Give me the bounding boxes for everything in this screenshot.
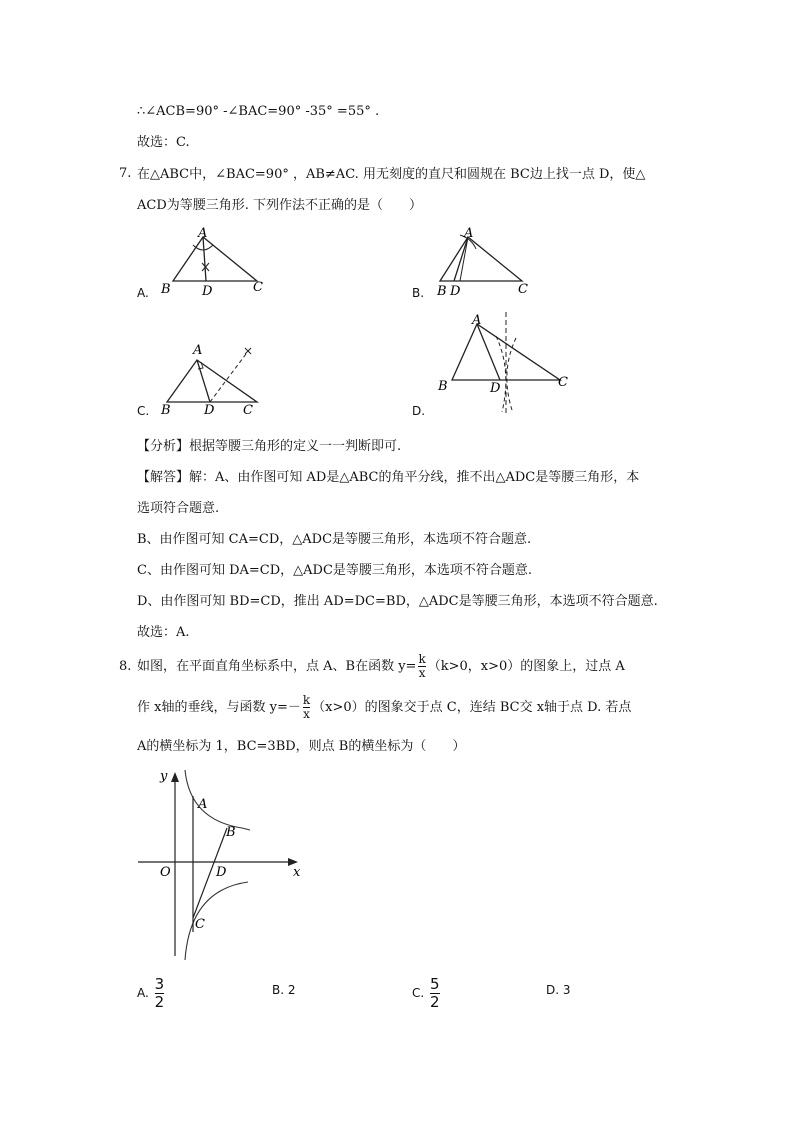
q8-graph: [130, 760, 310, 965]
q7b-label-a: A: [464, 226, 474, 241]
q7a-label-c: C: [253, 280, 263, 295]
q8-label-x: x: [293, 865, 301, 880]
q7-choice: 故选：A.: [137, 625, 190, 640]
q7-figure-d: [430, 310, 580, 415]
q8-stem-line3: A的横坐标为 1，BC=3BD，则点 B的横坐标为（ ）: [137, 739, 466, 754]
q7d-label-d: D: [490, 381, 501, 396]
q7-figure-a: [155, 225, 275, 300]
q8-stem-line2-pre: 作 x轴的垂线，与函数 y=－: [137, 700, 301, 715]
q7-solution-line5: D、由作图可知 BD=CD，推出 AD=DC=BD，△ADC是等腰三角形，本选项不符合题意.: [137, 594, 658, 609]
q8-label-b: B: [226, 825, 236, 840]
q7c-label-c: C: [243, 403, 253, 418]
q7a-label-b: B: [161, 282, 171, 297]
q7-solution-line2: 选项符合题意.: [137, 501, 220, 516]
q8-fraction-k-over-x: [418, 653, 425, 680]
q8-fraction-neg-k-over-x: [303, 694, 310, 721]
q8-label-d: D: [216, 865, 227, 880]
q7-stem-line1: 在△ABC中，∠BAC=90° ，AB≠AC. 用无刻度的直尺和圆规在 BC边上找一点 D，使△: [137, 167, 646, 182]
q8-choice-c-label: C.: [412, 986, 425, 1000]
q8-label-y: y: [160, 769, 168, 784]
q8-choice-a-label: A.: [137, 986, 149, 1000]
q7c-label-b: B: [161, 403, 171, 418]
q8-stem-line1: [137, 652, 625, 682]
q8-frac2-den: x: [303, 707, 310, 721]
q8-choice-a: [137, 976, 166, 1011]
q8-number: 8.: [119, 659, 132, 674]
q7-stem-line2: ACD为等腰三角形. 下列作法不正确的是（ ）: [137, 198, 423, 213]
q7-option-d-label: D.: [412, 404, 426, 418]
q7a-label-a: A: [198, 226, 208, 241]
q7b-label-c: C: [518, 282, 528, 297]
q8-frac2-num: k: [302, 693, 311, 707]
q8-label-a: A: [198, 797, 208, 812]
q7c-label-d: D: [204, 403, 215, 418]
q7b-label-d: D: [450, 284, 461, 299]
q7-figure-c: [155, 338, 275, 418]
q7-number: 7.: [119, 166, 132, 181]
q8-choice-a-fraction: [155, 976, 165, 1011]
q7-solution-line1: 【解答】解：A、由作图可知 AD是△ABC的角平分线，推不出△ADC是等腰三角形，本: [137, 470, 640, 485]
q8-label-o: O: [160, 865, 171, 880]
q8-choice-c: [412, 976, 442, 1011]
q8-label-c: C: [195, 917, 205, 932]
q8-choice-c-num: 5: [430, 975, 440, 993]
q8-choice-a-den: 2: [154, 993, 165, 1011]
q7b-label-b: B: [437, 284, 447, 299]
q8-frac1-den: x: [418, 666, 426, 680]
q7-option-c-label: C.: [137, 404, 150, 418]
q8-stem-line1-post: （k>0，x>0）的图象上，过点 A: [427, 659, 625, 674]
q7-solution-line3: B、由作图可知 CA=CD，△ADC是等腰三角形，本选项不符合题意.: [137, 532, 532, 547]
q7-figure-b: [430, 225, 550, 300]
q8-choice-c-fraction: [430, 976, 440, 1011]
q7a-label-d: D: [202, 284, 213, 299]
q7-solution-line4: C、由作图可知 DA=CD，△ADC是等腰三角形，本选项不符合题意.: [137, 563, 533, 578]
q7-option-b-label: B.: [412, 286, 425, 300]
q7d-label-b: B: [438, 379, 448, 394]
q8-stem-line2-post: （x>0）的图象交于点 C，连结 BC交 x轴于点 D. 若点: [312, 700, 632, 715]
q8-stem-line2: [137, 693, 631, 723]
q8-choice-b: B. 2: [272, 983, 296, 997]
q7c-label-a: A: [193, 343, 203, 358]
prev-choice-line: 故选：C.: [137, 135, 190, 150]
q7-option-a-label: A.: [137, 286, 149, 300]
q7d-label-c: C: [558, 375, 568, 390]
q7d-label-a: A: [472, 313, 482, 328]
q8-choice-d: D. 3: [546, 983, 571, 997]
q7-analysis: 【分析】根据等腰三角形的定义一一判断即可.: [137, 439, 402, 454]
q8-frac1-num: k: [418, 652, 426, 666]
q8-choice-a-num: 3: [154, 975, 165, 993]
prev-step-line: ∴∠ACB=90° -∠BAC=90° -35° =55° .: [137, 104, 380, 119]
q8-stem-line1-pre: 如图，在平面直角坐标系中，点 A、B在函数 y=: [137, 659, 417, 674]
q8-choice-c-den: 2: [430, 993, 440, 1011]
